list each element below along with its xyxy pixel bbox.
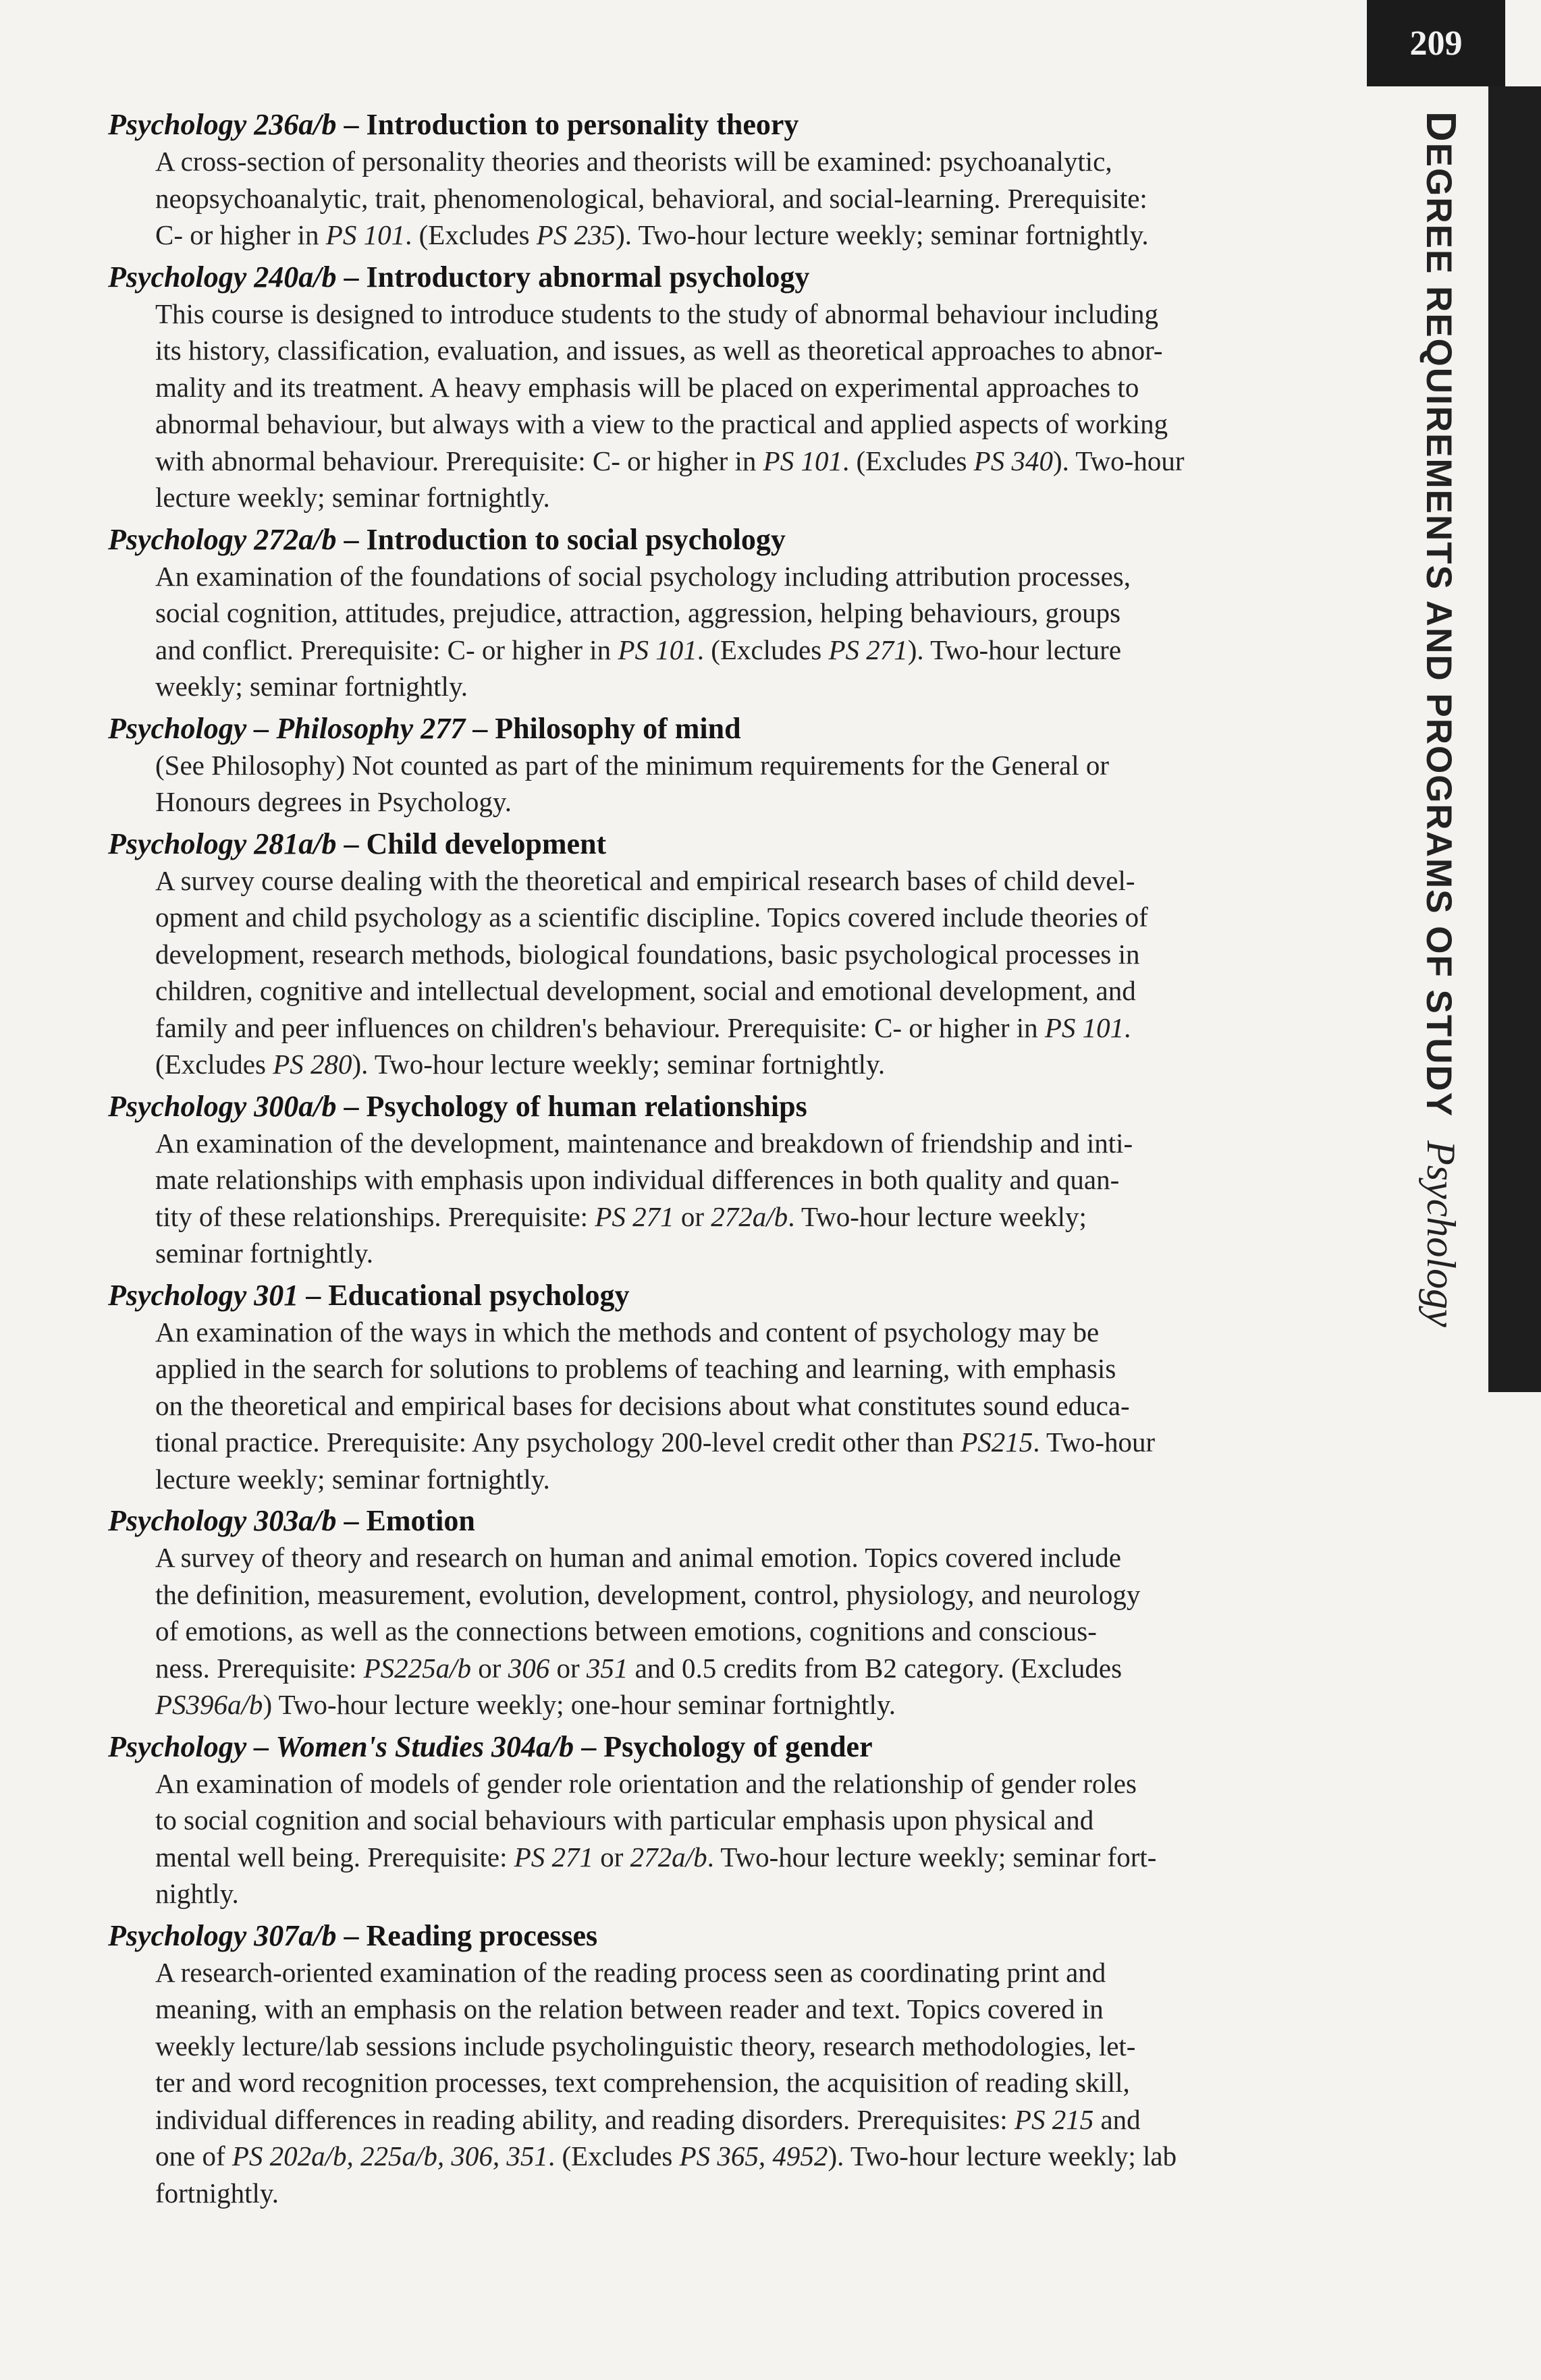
description-text: children, cognitive and intellectual development, social and emotional development, and <box>155 975 1136 1006</box>
description-line <box>155 1161 1363 1198</box>
description-line <box>155 1991 1363 2028</box>
description-text: . <box>1124 1012 1131 1043</box>
description-text: weekly lecture/lab sessions include psycholinguistic theory, research methodologies, let- <box>155 2030 1136 2061</box>
course-entry <box>108 259 1363 516</box>
course-title: Psychology of human relationships <box>366 1089 807 1123</box>
description-text: C- or higher in <box>155 219 326 250</box>
description-text: lecture weekly; seminar fortnightly. <box>155 482 550 513</box>
description-text: ness. Prerequisite: <box>155 1652 364 1684</box>
description-line <box>155 1686 1363 1723</box>
description-line <box>155 479 1363 516</box>
course-title: Introductory abnormal psychology <box>366 260 810 294</box>
description-text: Honours degrees in Psychology. <box>155 786 512 817</box>
course-separator: – <box>298 1278 329 1312</box>
description-text: to social cognition and social behaviours with particular emphasis upon physical and <box>155 1804 1094 1835</box>
description-text: or <box>471 1652 508 1684</box>
course-reference: PS 271 <box>514 1841 594 1873</box>
description-text: . Two-hour lecture weekly; <box>788 1200 1087 1232</box>
course-title: Introduction to social psychology <box>366 522 786 556</box>
course-heading <box>108 711 1363 747</box>
course-reference: PS 365, 4952 <box>679 2140 828 2171</box>
description-line <box>155 1198 1363 1236</box>
course-separator: – <box>336 522 367 556</box>
description-text: applied in the search for solutions to problems of teaching and learning, with emphasis <box>155 1353 1116 1384</box>
description-line <box>155 2138 1363 2175</box>
course-reference: PS 101 <box>325 219 406 250</box>
course-code: Psychology 303a/b <box>108 1504 337 1537</box>
description-text: or <box>674 1200 711 1232</box>
course-reference: PS 101 <box>1044 1012 1125 1043</box>
description-line <box>155 1387 1363 1424</box>
course-reference: PS215 <box>961 1427 1033 1458</box>
description-line <box>155 1125 1363 1162</box>
course-code: Psychology 272a/b <box>108 522 337 556</box>
description-text: tional practice. Prerequisite: Any psychology 200-level credit other than <box>155 1427 961 1458</box>
description-text: or <box>593 1841 630 1873</box>
course-entry <box>108 1503 1363 1723</box>
description-text: of emotions, as well as the connections between emotions, cognitions and conscious- <box>155 1615 1097 1646</box>
description-line <box>155 1314 1363 1351</box>
description-text: An examination of the development, maintenance and breakdown of friendship and inti- <box>155 1127 1133 1159</box>
description-text: tity of these relationships. Prerequisite: <box>155 1200 595 1232</box>
description-text: An examination of the foundations of social psychology including attribution processes, <box>155 560 1131 592</box>
side-band <box>1488 86 1541 1392</box>
description-line <box>155 143 1363 180</box>
course-title: Philosophy of mind <box>495 711 741 745</box>
description-text: individual differences in reading ability, and reading disorders. Prerequisites: <box>155 2103 1015 2135</box>
description-line <box>155 783 1363 821</box>
course-entry <box>108 1088 1363 1272</box>
description-text: ). Two-hour <box>1052 445 1185 476</box>
description-text: development, research methods, biological foundations, basic psychological processes in <box>155 938 1140 970</box>
course-reference: 351 <box>586 1652 628 1684</box>
course-code: Psychology 281a/b <box>108 827 337 860</box>
course-reference: PS225a/b <box>363 1652 472 1684</box>
description-text: A survey course dealing with the theoretical and empirical research bases of child devel- <box>155 864 1135 896</box>
description-line <box>155 862 1363 900</box>
description-line <box>155 1461 1363 1498</box>
description-line <box>155 1875 1363 1912</box>
description-line <box>155 180 1363 217</box>
description-text: the definition, measurement, evolution, development, control, physiology, and neurology <box>155 1578 1141 1610</box>
description-line <box>155 217 1363 254</box>
description-line <box>155 1802 1363 1839</box>
description-line <box>155 332 1363 369</box>
description-text: social cognition, attitudes, prejudice, attraction, aggression, helping behaviours, groups <box>155 597 1121 628</box>
description-text: . (Excludes <box>547 2140 680 2171</box>
description-text: lecture weekly; seminar fortnightly. <box>155 1463 550 1495</box>
course-code: Psychology 240a/b <box>108 260 337 294</box>
description-text: An examination of models of gender role orientation and the relationship of gender roles <box>155 1767 1137 1799</box>
section-title <box>1417 111 1465 1117</box>
description-line <box>155 2101 1363 2138</box>
description-text: An examination of the ways in which the methods and content of psychology may be <box>155 1316 1100 1348</box>
course-description <box>155 1954 1363 2212</box>
section-title-rest: EGREE REQUIREMENTS AND PROGRAMS OF STUDY <box>1419 142 1459 1118</box>
description-text: A cross-section of personality theories and theorists will be examined: psychoanalytic, <box>155 146 1112 177</box>
course-heading <box>108 259 1363 296</box>
description-line <box>155 1765 1363 1802</box>
description-line <box>155 594 1363 632</box>
description-text: (See Philosophy) Not counted as part of the minimum requirements for the General or <box>155 749 1109 781</box>
description-text: . (Excludes <box>842 445 974 476</box>
course-title: Psychology of gender <box>603 1729 873 1763</box>
description-line <box>155 443 1363 480</box>
course-heading <box>108 1277 1363 1314</box>
course-separator: – <box>465 711 495 745</box>
course-title: Reading processes <box>366 1918 598 1952</box>
course-code: Psychology 307a/b <box>108 1918 337 1952</box>
description-line <box>155 1839 1363 1876</box>
description-line <box>155 1954 1363 1991</box>
course-entry <box>108 826 1363 1083</box>
course-separator: – <box>336 260 367 294</box>
description-text: ). Two-hour lecture weekly; seminar fortnightly. <box>616 219 1149 250</box>
description-text: A research-oriented examination of the reading process seen as coordinating print and <box>155 1956 1106 1988</box>
description-text: . (Excludes <box>697 634 829 665</box>
course-heading <box>108 826 1363 862</box>
description-line <box>155 406 1363 443</box>
course-reference: PS 215 <box>1014 2103 1094 2135</box>
course-heading <box>108 522 1363 558</box>
description-text: ). Two-hour lecture weekly; seminar fortnightly. <box>352 1049 886 1080</box>
description-text: fortnightly. <box>155 2177 279 2209</box>
description-line <box>155 1009 1363 1047</box>
course-reference: PS 271 <box>595 1200 674 1232</box>
course-code: Psychology – Women's Studies 304a/b <box>108 1729 574 1763</box>
description-text: ). Two-hour lecture <box>907 634 1122 665</box>
course-entry <box>108 1277 1363 1498</box>
course-heading <box>108 1088 1363 1125</box>
description-text: (Excludes <box>155 1049 273 1080</box>
description-text: This course is designed to introduce students to the study of abnormal behaviour including <box>155 298 1158 329</box>
description-line <box>155 1650 1363 1687</box>
course-description <box>155 862 1363 1083</box>
description-text: one of <box>155 2140 232 2171</box>
description-line <box>155 972 1363 1009</box>
description-text: nightly. <box>155 1878 239 1909</box>
course-reference: PS 280 <box>273 1049 352 1080</box>
course-separator: – <box>336 1504 367 1537</box>
course-separator: – <box>336 1918 367 1952</box>
course-title: Introduction to personality theory <box>366 108 799 141</box>
course-title: Emotion <box>366 1504 475 1537</box>
course-list <box>108 107 1363 2217</box>
description-text: neopsychoanalytic, trait, phenomenological, behavioral, and social-learning. Prerequisite: <box>155 182 1147 214</box>
course-description <box>155 558 1363 705</box>
description-line <box>155 632 1363 669</box>
description-text: mate relationships with emphasis upon individual differences in both quality and quan- <box>155 1164 1120 1195</box>
description-text: and <box>1093 2103 1141 2135</box>
course-reference: 306 <box>508 1652 550 1684</box>
description-text: ter and word recognition processes, text comprehension, the acquisition of reading skill, <box>155 2067 1130 2098</box>
course-description <box>155 296 1363 516</box>
description-text: A survey of theory and research on human and animal emotion. Topics covered include <box>155 1542 1121 1573</box>
description-text: opment and child psychology as a scientific discipline. Topics covered include theories of <box>155 902 1148 933</box>
description-text: seminar fortnightly. <box>155 1238 373 1269</box>
course-reference: PS 101 <box>763 445 842 476</box>
description-line <box>155 1424 1363 1461</box>
course-reference: PS 271 <box>828 634 908 665</box>
course-separator: – <box>336 827 367 860</box>
course-reference: 272a/b <box>630 1841 707 1873</box>
description-line <box>155 558 1363 595</box>
description-text: with abnormal behaviour. Prerequisite: C- or higher in <box>155 445 763 476</box>
description-text: mality and its treatment. A heavy emphasis will be placed on experimental approaches to <box>155 371 1139 403</box>
description-text: meaning, with an emphasis on the relation between reader and text. Topics covered in <box>155 1993 1104 2024</box>
description-text: . (Excludes <box>405 219 537 250</box>
course-reference: PS 235 <box>536 219 616 250</box>
page-number: 209 <box>1367 0 1505 86</box>
course-reference: PS 101 <box>618 634 697 665</box>
description-text: ) Two-hour lecture weekly; one-hour seminar fortnightly. <box>263 1689 896 1720</box>
course-reference: PS396a/b <box>155 1689 263 1720</box>
course-reference: 272a/b <box>711 1200 788 1232</box>
section-subject: Psychology <box>1419 1140 1464 1327</box>
course-heading <box>108 1918 1363 1954</box>
course-title: Child development <box>366 827 607 860</box>
course-reference: PS 340 <box>973 445 1053 476</box>
course-entry <box>108 107 1363 254</box>
description-line <box>155 2175 1363 2212</box>
description-text: abnormal behaviour, but always with a view to the practical and applied aspects of working <box>155 408 1168 439</box>
side-label <box>1404 111 1478 1327</box>
description-text: and conflict. Prerequisite: C- or higher in <box>155 634 618 665</box>
description-line <box>155 1046 1363 1083</box>
course-entry <box>108 1918 1363 2212</box>
course-separator: – <box>336 108 367 141</box>
section-title-initial: D <box>1417 111 1465 143</box>
description-text: or <box>549 1652 587 1684</box>
course-heading <box>108 1503 1363 1539</box>
description-line <box>155 936 1363 973</box>
description-line <box>155 747 1363 784</box>
course-code: Psychology 300a/b <box>108 1089 337 1123</box>
description-text: its history, classification, evaluation, and issues, as well as theoretical approaches to abnor- <box>155 335 1163 366</box>
description-line <box>155 2064 1363 2101</box>
course-description <box>155 747 1363 821</box>
course-separator: – <box>336 1089 367 1123</box>
description-text: on the theoretical and empirical bases for decisions about what constitutes sound educa- <box>155 1389 1130 1421</box>
description-line <box>155 1613 1363 1650</box>
description-text: ). Two-hour lecture weekly; lab <box>828 2140 1177 2171</box>
description-line <box>155 2028 1363 2065</box>
description-line <box>155 1539 1363 1576</box>
description-text: mental well being. Prerequisite: <box>155 1841 514 1873</box>
course-heading <box>108 1729 1363 1765</box>
description-text: . Two-hour lecture weekly; seminar fort- <box>707 1841 1157 1873</box>
description-line <box>155 1576 1363 1613</box>
description-line <box>155 369 1363 406</box>
course-code: Psychology – Philosophy 277 <box>108 711 466 745</box>
description-line <box>155 668 1363 705</box>
description-text: . Two-hour <box>1033 1427 1156 1458</box>
description-text: weekly; seminar fortnightly. <box>155 671 468 702</box>
course-code: Psychology 301 <box>108 1278 299 1312</box>
course-description <box>155 143 1363 254</box>
course-description <box>155 1314 1363 1498</box>
course-description <box>155 1765 1363 1912</box>
course-entry <box>108 522 1363 705</box>
course-title: Educational psychology <box>328 1278 630 1312</box>
course-code: Psychology 236a/b <box>108 108 337 141</box>
course-description <box>155 1125 1363 1272</box>
course-description <box>155 1539 1363 1723</box>
course-separator: – <box>574 1729 604 1763</box>
description-line <box>155 1350 1363 1387</box>
course-entry <box>108 711 1363 821</box>
description-line <box>155 899 1363 936</box>
description-text: and 0.5 credits from B2 category. (Excludes <box>628 1652 1123 1684</box>
description-text: family and peer influences on children's behaviour. Prerequisite: C- or higher in <box>155 1012 1045 1043</box>
description-line <box>155 296 1363 333</box>
course-reference: PS 202a/b, 225a/b, 306, 351 <box>232 2140 548 2171</box>
description-line <box>155 1235 1363 1272</box>
course-entry <box>108 1729 1363 1912</box>
course-heading <box>108 107 1363 143</box>
